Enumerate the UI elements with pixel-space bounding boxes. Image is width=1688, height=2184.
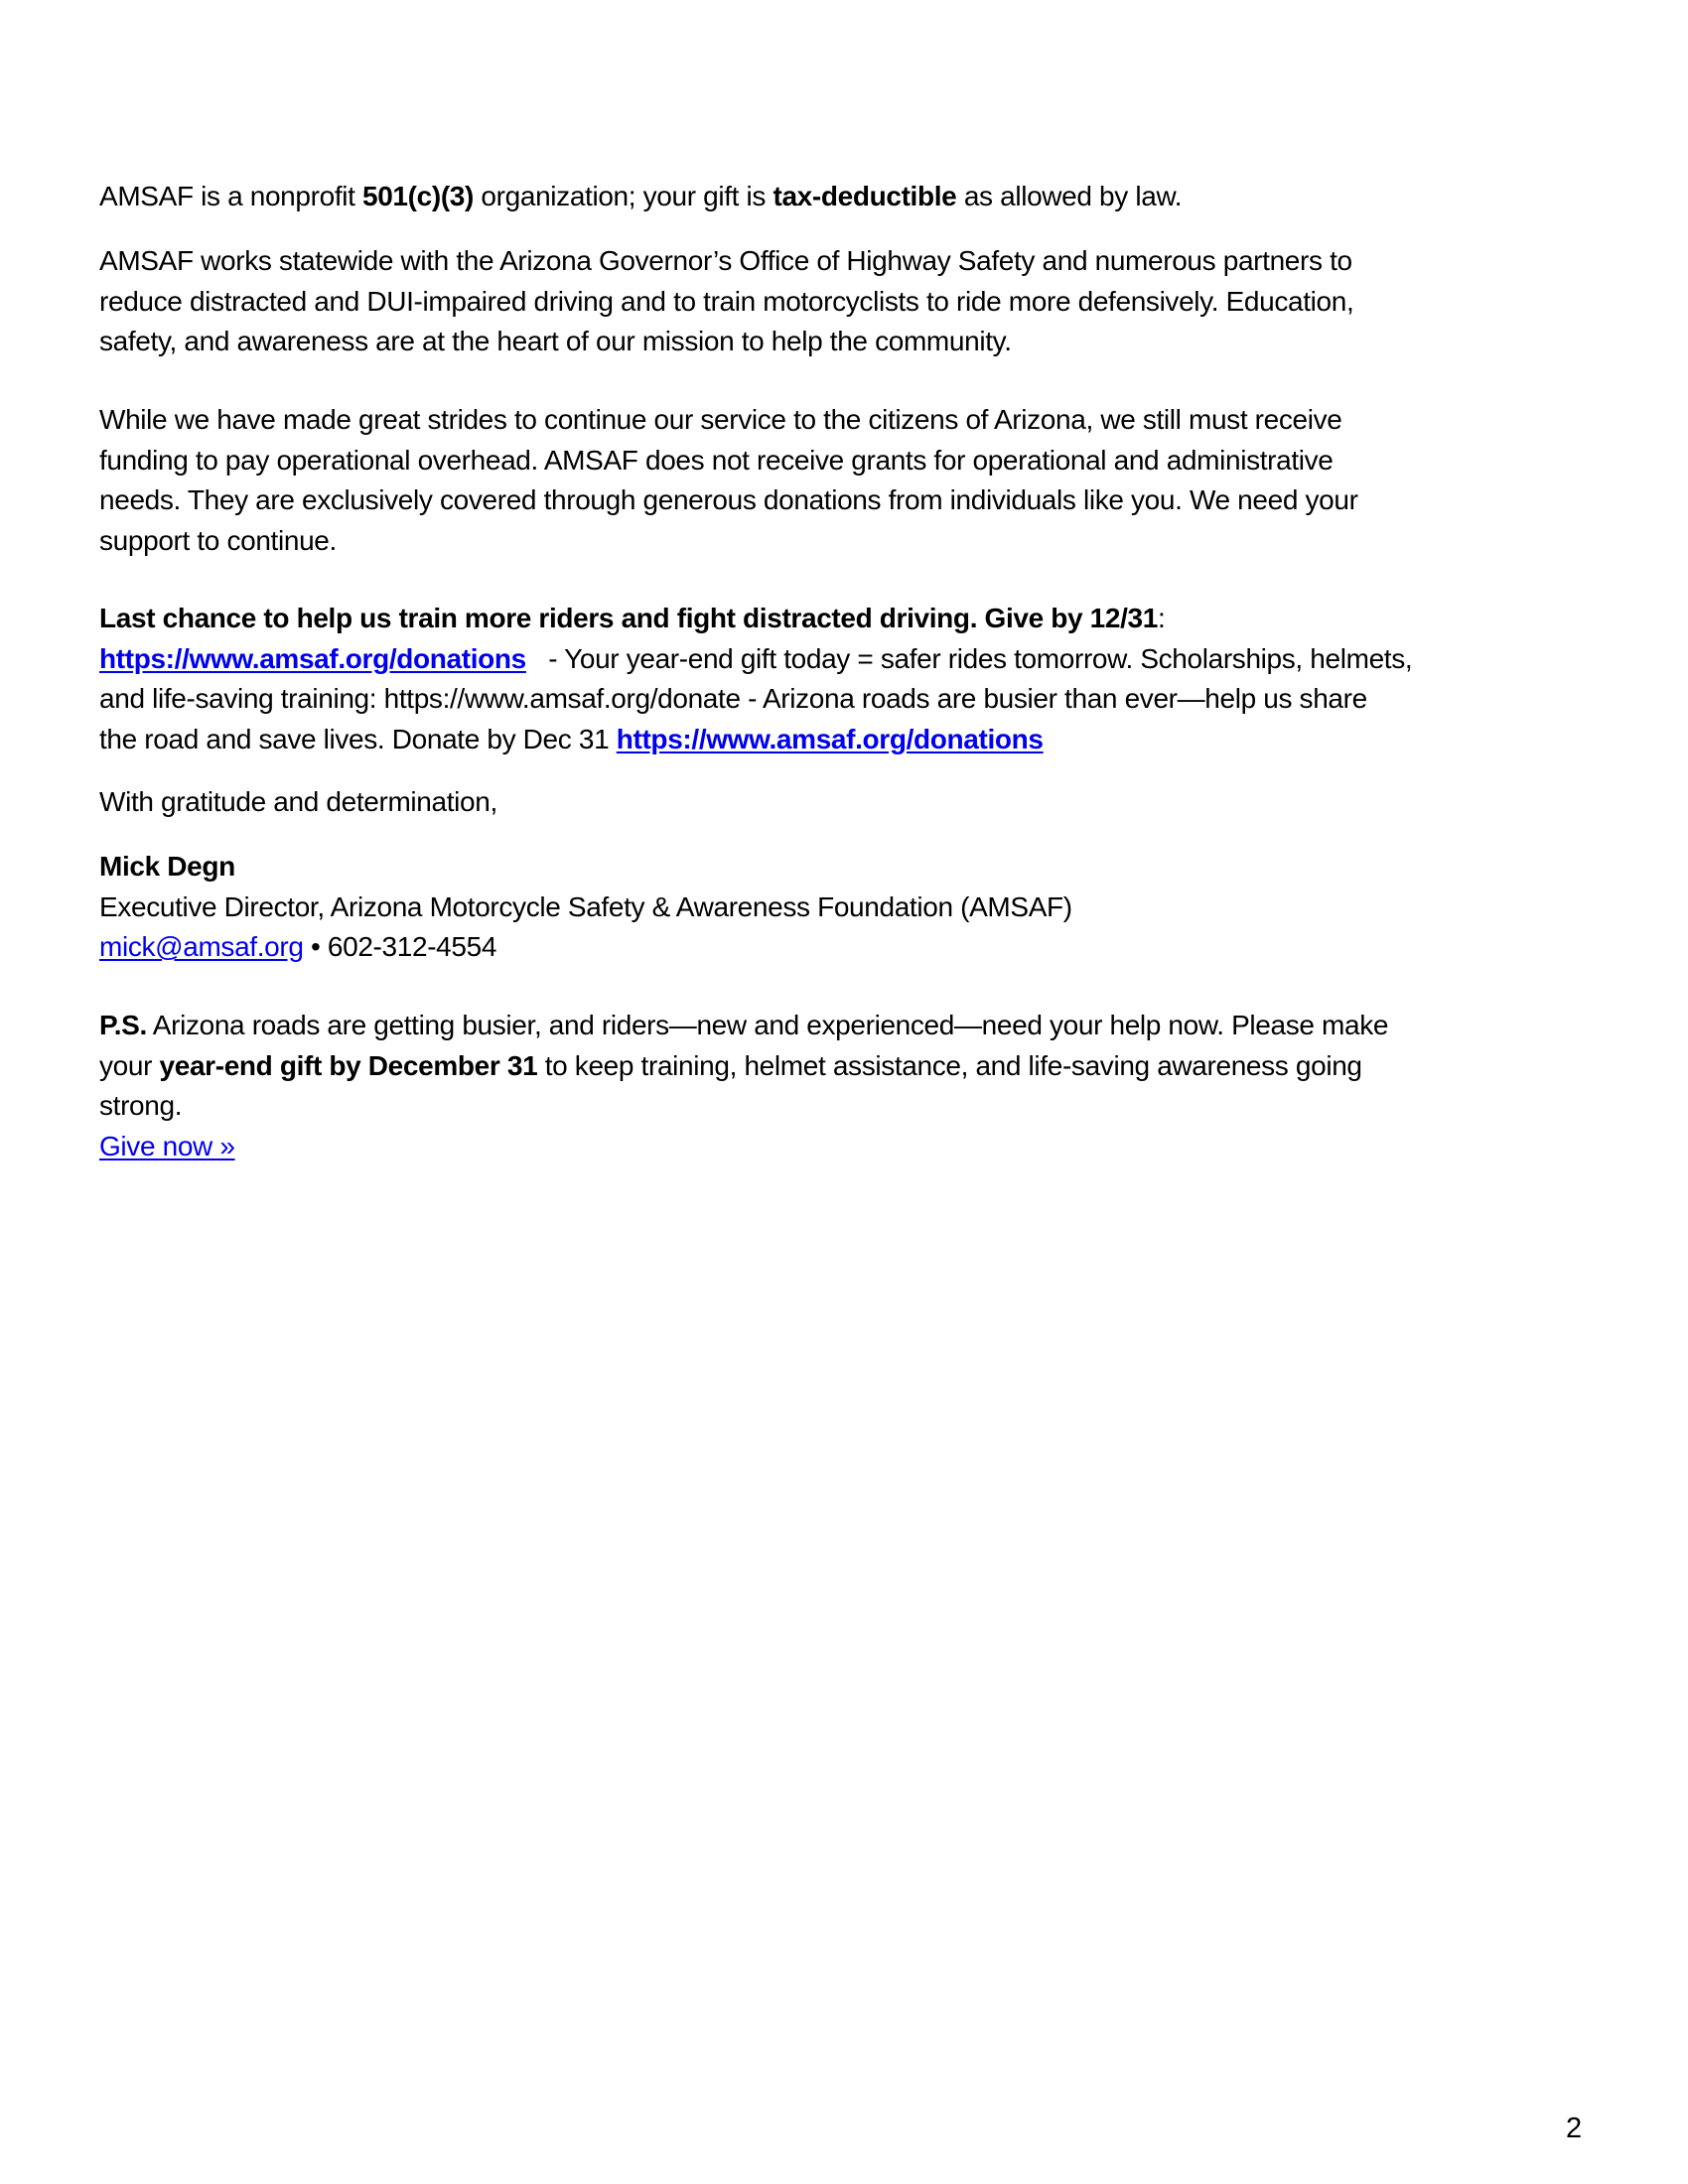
ps-paragraph — [99, 1006, 1589, 1166]
signer-name: Mick Degn — [99, 851, 235, 882]
ps-line3: strong. — [99, 1090, 183, 1121]
p1-mid: organization; your gift is — [474, 181, 774, 211]
p1-suffix: as allowed by law. — [956, 181, 1183, 211]
tax-status-paragraph — [99, 177, 1589, 217]
ps-line2-prefix: your — [99, 1049, 160, 1081]
signer-title: Executive Director, Arizona Motorcycle Safety & Awareness Foundation (AMSAF) — [99, 890, 1072, 922]
ps-deadline: year-end gift by December 31 — [159, 1049, 538, 1081]
donations-link-2[interactable]: https://www.amsaf.org/donations — [616, 723, 1044, 754]
donations-link-1[interactable]: https://www.amsaf.org/donations — [99, 642, 526, 674]
p1-prefix: AMSAF is a nonprofit — [99, 181, 362, 211]
cta-paragraph — [99, 599, 1589, 759]
signer-email-link[interactable]: mick@amsaf.org — [99, 931, 304, 962]
p3-line2: funding to pay operational overhead. AMSAF does not receive grants for operational and administrative — [99, 444, 1334, 476]
p3-line1: While we have made great strides to continue our service to the citizens of Arizona, we still must receive — [99, 404, 1342, 435]
page-number: 2 — [1566, 2113, 1583, 2144]
ps-label: P.S. — [99, 1010, 147, 1040]
p3-line3: needs. They are exclusively covered through generous donations from individuals like you. We need your — [99, 484, 1358, 515]
closing-line: With gratitude and determination, — [99, 786, 497, 817]
p2-line1: AMSAF works statewide with the Arizona Governor’s Office of Highway Safety and numerous partners to — [99, 245, 1352, 276]
signer-phone: 602-312-4554 — [327, 931, 497, 962]
p1-tax-deductible: tax-deductible — [773, 181, 957, 211]
p1-501c3: 501(c)(3) — [361, 181, 474, 211]
mission-paragraph — [99, 241, 1589, 362]
ps-line2-suffix: to keep training, helmet assistance, and life-saving awareness going — [537, 1049, 1362, 1081]
give-now-link[interactable]: Give now » — [99, 1130, 235, 1161]
cta-line3-text: and life-saving training: https://www.amsaf.org/donate - Arizona roads are busier than ever—help us share — [99, 683, 1367, 714]
p2-line2: reduce distracted and DUI-impaired driving and to train motorcyclists to ride more defensively. Education, — [99, 285, 1354, 317]
funding-paragraph — [99, 400, 1589, 561]
p2-line3: safety, and awareness are at the heart of our mission to help the community. — [99, 326, 1012, 356]
signature-block — [99, 847, 1589, 968]
cta-line2-text: - Your year-end gift today = safer rides tomorrow. Scholarships, helmets, — [525, 642, 1413, 674]
contact-separator: • — [303, 931, 328, 962]
cta-line4-text: the road and save lives. Donate by Dec 31 — [99, 723, 617, 754]
cta-heading: Last chance to help us train more riders and fight distracted driving. Give by 12/31 — [99, 603, 1159, 633]
p3-line4: support to continue. — [99, 524, 337, 556]
ps-line1-text: Arizona roads are getting busier, and riders—new and experienced—need your help now. Please make — [146, 1010, 1389, 1040]
cta-heading-colon: : — [1158, 603, 1166, 633]
